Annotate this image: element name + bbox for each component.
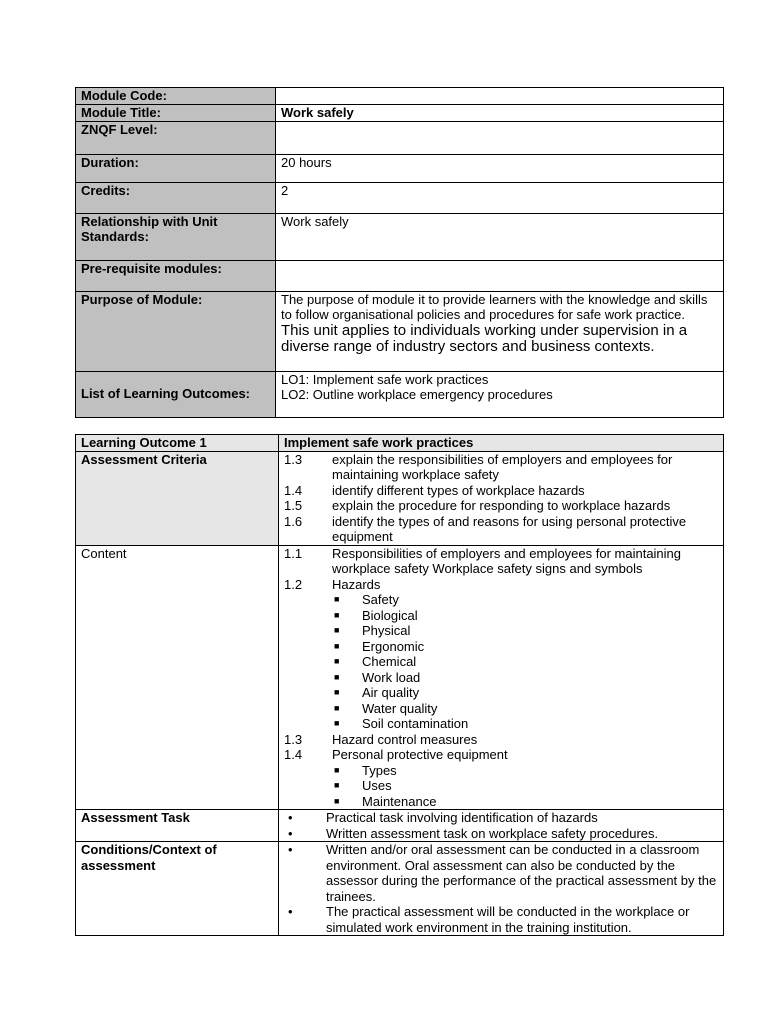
- square-bullet-icon: ■: [334, 656, 340, 666]
- bullet-icon: •: [288, 904, 293, 919]
- hazard-text: Biological: [362, 607, 418, 623]
- hazards-list: [284, 592, 718, 732]
- list-item: [334, 794, 718, 810]
- content-number: 1.1: [284, 545, 303, 561]
- criteria-number: 1.5: [284, 498, 303, 513]
- ppe-list: [284, 763, 718, 810]
- square-bullet-icon: ■: [334, 609, 340, 620]
- assessment-criteria-label: Assessment Criteria: [76, 451, 279, 545]
- square-bullet-icon: ■: [334, 594, 340, 604]
- square-bullet-icon: ■: [334, 671, 340, 682]
- list-item: [334, 778, 718, 794]
- hazard-text: Ergonomic: [362, 638, 425, 654]
- prerequisite-label: Pre-requisite modules:: [76, 260, 276, 291]
- assessment-criteria-list: [279, 451, 724, 545]
- criteria-number: 1.4: [284, 482, 303, 498]
- task-text: Written assessment task on workplace safety procedures.: [326, 825, 659, 841]
- content-number: 1.4: [284, 747, 303, 762]
- list-item: [334, 685, 718, 701]
- conditions-list: [279, 842, 724, 936]
- content-list: [279, 545, 724, 810]
- lo1-text: LO1: Implement safe work practices: [281, 371, 489, 387]
- learning-outcomes-value: [276, 371, 724, 417]
- conditions-bullets: [284, 842, 718, 935]
- list-item: [334, 608, 718, 624]
- content-item: [284, 747, 718, 763]
- content-item: [284, 732, 718, 748]
- criteria-text: explain the procedure for responding to workplace hazards: [332, 498, 671, 513]
- list-item: [334, 639, 718, 655]
- hazard-text: Chemical: [362, 654, 417, 669]
- module-title-label: Module Title:: [76, 105, 276, 122]
- square-bullet-icon: ■: [334, 702, 340, 713]
- znqf-level-label: ZNQF Level:: [76, 121, 276, 154]
- hazard-text: Water quality: [362, 700, 438, 716]
- hazard-text: Soil contamination: [362, 716, 469, 731]
- purpose-text: The purpose of module it to provide learners with the knowledge and skills to follow organisational policies and procedures for safe work practice.: [281, 291, 708, 322]
- list-item: [334, 592, 718, 608]
- list-item: [334, 716, 718, 732]
- purpose-label: Purpose of Module:: [76, 291, 276, 371]
- duration-label: Duration:: [76, 154, 276, 182]
- content-text: Responsibilities of employers and employees for maintaining workplace safety Workplace safety signs and symbols: [332, 545, 682, 576]
- unit-standards-label: Relationship with Unit Standards:: [76, 213, 276, 260]
- module-title-value: Work safely: [276, 105, 724, 122]
- content-label: Content: [76, 545, 279, 810]
- assessment-task-label: Assessment Task: [76, 810, 279, 842]
- content-text: Hazard control measures: [332, 731, 478, 747]
- duration-value: 20 hours: [276, 154, 724, 182]
- square-bullet-icon: ■: [334, 625, 340, 635]
- lo-header-value: Implement safe work practices: [279, 435, 724, 452]
- hazard-text: Physical: [362, 623, 411, 638]
- criteria-text: identify the types of and reasons for using personal protective equipment: [332, 513, 687, 544]
- list-item: [334, 623, 718, 639]
- square-bullet-icon: ■: [334, 718, 340, 728]
- content-text: Hazards: [332, 576, 381, 592]
- square-bullet-icon: ■: [334, 780, 340, 790]
- condition-text: The practical assessment will be conducted in the workplace or simulated work environment in the training institution.: [326, 904, 690, 935]
- credits-label: Credits:: [76, 182, 276, 213]
- criteria-item: [284, 452, 718, 483]
- purpose-scope-text: This unit applies to individuals working under supervision in a diverse range of industry sectors and business contexts.: [281, 321, 688, 355]
- hazard-text: Work load: [362, 669, 421, 685]
- lo-header-label: Learning Outcome 1: [76, 435, 279, 452]
- hazard-text: Safety: [362, 592, 399, 607]
- assessment-task-bullets: [284, 810, 718, 841]
- criteria-number: 1.3: [284, 451, 303, 467]
- list-item: [284, 810, 718, 826]
- bullet-icon: •: [288, 842, 293, 857]
- list-item: [284, 904, 718, 935]
- content-number: 1.3: [284, 731, 303, 747]
- content-item: [284, 546, 718, 577]
- assessment-task-list: [279, 810, 724, 842]
- bullet-icon: •: [288, 810, 293, 825]
- ppe-text: Maintenance: [362, 793, 437, 809]
- criteria-item: [284, 514, 718, 545]
- content-number: 1.2: [284, 576, 303, 592]
- content-item: [284, 577, 718, 593]
- lo2-text: LO2: Outline workplace emergency procedures: [281, 387, 553, 402]
- list-item: [334, 763, 718, 779]
- conditions-label: Conditions/Context of assessment: [76, 842, 279, 936]
- content-text: Personal protective equipment: [332, 747, 508, 762]
- square-bullet-icon: ■: [334, 795, 340, 806]
- znqf-level-value: [276, 121, 724, 154]
- criteria-text: explain the responsibilities of employers and employees for maintaining workplace safety: [332, 451, 673, 482]
- module-code-value: [276, 88, 724, 105]
- list-item: [334, 654, 718, 670]
- module-info-table: [75, 87, 724, 418]
- square-bullet-icon: ■: [334, 764, 340, 775]
- learning-outcomes-label: List of Learning Outcomes:: [76, 371, 276, 417]
- criteria-number: 1.6: [284, 513, 303, 529]
- square-bullet-icon: ■: [334, 640, 340, 651]
- hazard-text: Air quality: [362, 685, 420, 700]
- task-text: Practical task involving identification of hazards: [326, 810, 598, 825]
- list-item: [334, 701, 718, 717]
- list-item: [284, 826, 718, 842]
- purpose-value: [276, 291, 724, 371]
- square-bullet-icon: ■: [334, 687, 340, 697]
- criteria-text: identify different types of workplace hazards: [332, 482, 585, 498]
- unit-standards-value: Work safely: [276, 213, 724, 260]
- prerequisite-value: [276, 260, 724, 291]
- credits-value: 2: [276, 182, 724, 213]
- learning-outcome-table: [75, 434, 724, 936]
- bullet-icon: •: [288, 825, 293, 841]
- ppe-text: Uses: [362, 778, 392, 793]
- criteria-item: [284, 483, 718, 499]
- list-item: [334, 670, 718, 686]
- condition-text: Written and/or oral assessment can be conducted in a classroom environment. Oral assessment can also be conducted by the assessor during the performance of the practical assessment by the trainees.: [326, 842, 717, 904]
- criteria-item: [284, 498, 718, 514]
- module-code-label: Module Code:: [76, 88, 276, 105]
- ppe-text: Types: [362, 762, 397, 778]
- list-item: [284, 842, 718, 904]
